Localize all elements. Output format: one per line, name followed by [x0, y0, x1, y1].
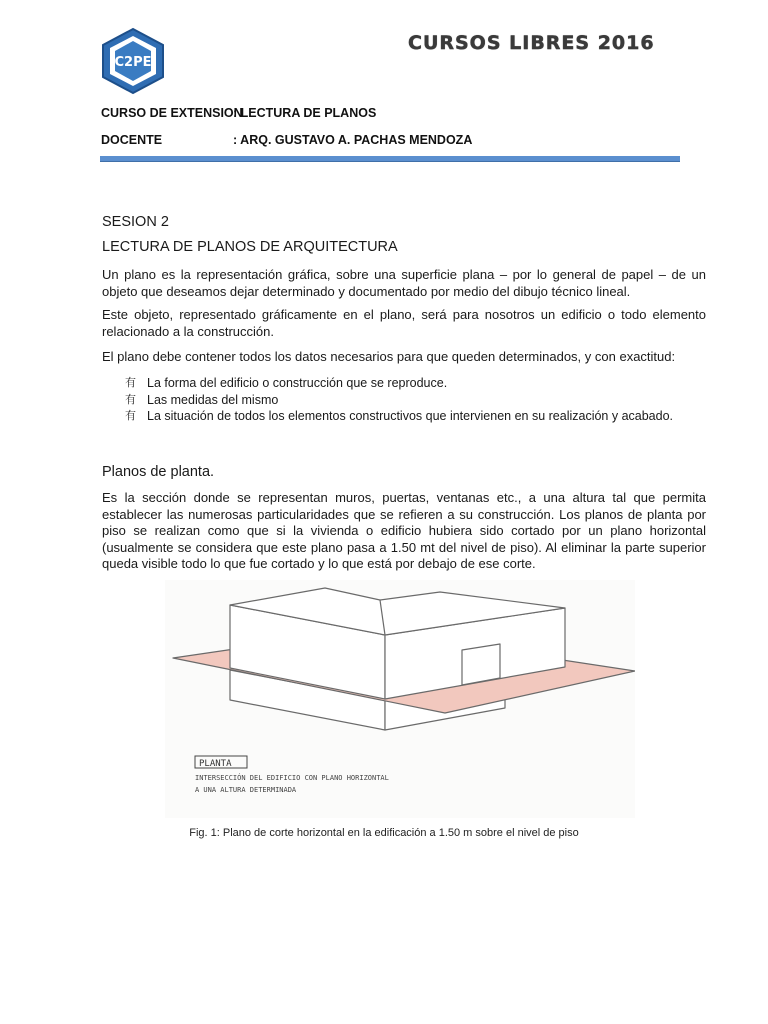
course-label: CURSO DE EXTENSION: [101, 106, 243, 120]
institution-logo: [100, 27, 166, 95]
section-heading: Planos de planta.: [102, 464, 215, 480]
list-item-text: La situación de todos los elementos constructivos que intervienen en su realización y acabado.: [147, 409, 674, 423]
section-paragraph: Es la sección donde se representan muros, puertas, ventanas etc., a una altura tal que permita establecer las numerosas particularidades que se refieren a su construcción. Los planos de planta por piso se realizan como que si la vivienda o edificio hubiera sido cortado por un plano horizontal (usualmente se considera que este plano pasa a 1.50 mt del nivel de piso). Al eliminar la parte superior queda visible todo lo que fue cortado y lo que está por debajo de ese corte.: [102, 490, 706, 571]
list-item: [125, 392, 685, 409]
teacher-value: : ARQ. GUSTAVO A. PACHAS MENDOZA: [233, 133, 473, 147]
list-item: [125, 408, 685, 425]
bullet-marker: 有: [125, 410, 136, 422]
banner-title: CURSOS LIBRES 2016: [408, 32, 655, 54]
list-item: [125, 375, 685, 392]
list-item-text: La forma del edificio o construcción que se reproduce.: [147, 376, 448, 390]
sketch-line-1: INTERSECCIÓN DEL EDIFICIO CON PLANO HORIZONTAL: [195, 774, 389, 782]
bullet-marker: 有: [125, 393, 136, 406]
sketch-line-2: A UNA ALTURA DETERMINADA: [195, 786, 297, 794]
logo-text: C2PE: [114, 55, 152, 70]
paragraph-2: Este objeto, representado gráficamente en el plano, será para nosotros un edificio o todo elemento relacionado a la construcción.: [102, 307, 706, 339]
list-item-text: Las medidas del mismo: [147, 392, 279, 407]
bullet-marker: 有: [125, 377, 136, 389]
course-value: : LECTURA DE PLANOS: [233, 106, 377, 120]
page-title: LECTURA DE PLANOS DE ARQUITECTURA: [102, 239, 398, 255]
requirements-list: [125, 375, 685, 425]
paragraph-1: Un plano es la representación gráfica, sobre una superficie plana – por lo general de papel – de un objeto que deseamos dejar determinado y documentado por medio del dibujo técnico lineal.: [102, 267, 706, 299]
building-section-sketch: [165, 580, 635, 818]
sketch-title: PLANTA: [199, 759, 232, 769]
header-divider: [100, 156, 680, 162]
session-label: SESION 2: [102, 214, 169, 230]
figure-caption: Fig. 1: Plano de corte horizontal en la edificación a 1.50 m sobre el nivel de piso: [189, 827, 579, 839]
paragraph-3: El plano debe contener todos los datos necesarios para que queden determinados, y con exactitud:: [102, 349, 676, 364]
teacher-label: DOCENTE: [101, 133, 163, 147]
